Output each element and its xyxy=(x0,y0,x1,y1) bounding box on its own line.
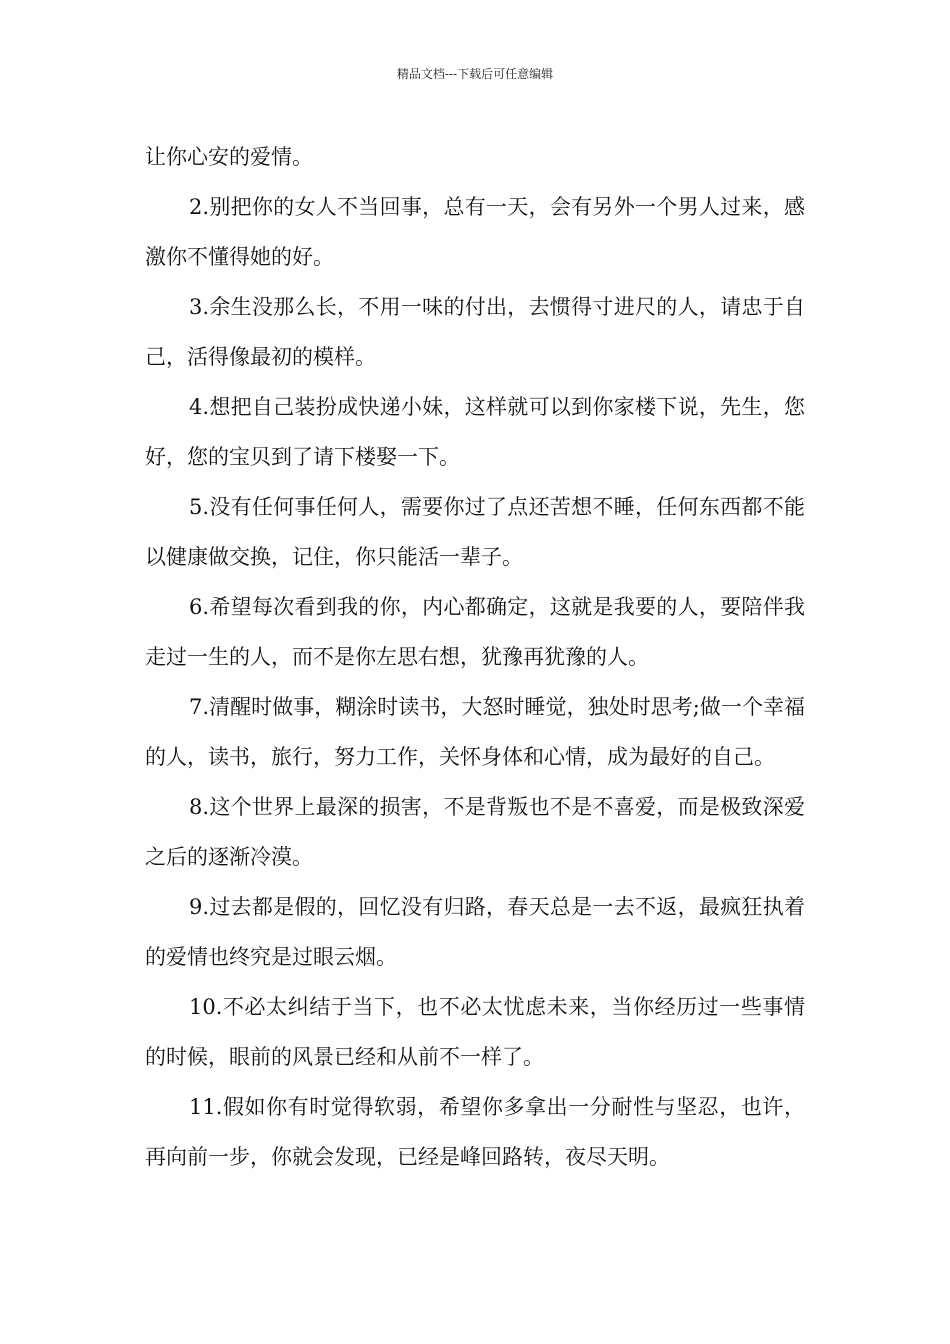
paragraph-item-3: 3.余生没那么长，不用一味的付出，去惯得寸进尺的人，请忠于自己，活得像最初的模样。 xyxy=(145,295,805,369)
paragraph-item-4: 4.想把自己装扮成快递小妹，这样就可以到你家楼下说，先生，您好，您的宝贝到了请下楼娶一下。 xyxy=(145,395,805,469)
paragraph-item-10: 10.不必太纠结于当下，也不必太忧虑未来，当你经历过一些事情的时候，眼前的风景已经和从前不一样了。 xyxy=(145,995,805,1069)
paragraph-item-5: 5.没有任何事任何人，需要你过了点还苦想不睡，任何东西都不能以健康做交换，记住，你只能活一辈子。 xyxy=(145,495,805,569)
paragraph-item-6: 6.希望每次看到我的你，内心都确定，这就是我要的人，要陪伴我走过一生的人，而不是你左思右想，犹豫再犹豫的人。 xyxy=(145,595,805,669)
paragraph-item-8: 8.这个世界上最深的损害，不是背叛也不是不喜爱，而是极致深爱之后的逐渐冷漠。 xyxy=(145,795,805,869)
paragraph-item-11: 11.假如你有时觉得软弱，希望你多拿出一分耐性与坚忍，也许，再向前一步，你就会发现，已经是峰回路转，夜尽天明。 xyxy=(145,1095,805,1169)
page-header: 精品文档---下载后可任意编辑 xyxy=(396,67,554,81)
paragraph-item-7: 7.清醒时做事，糊涂时读书，大怒时睡觉，独处时思考;做一个幸福的人，读书，旅行，努力工作，关怀身体和心情，成为最好的自己。 xyxy=(145,695,805,769)
paragraph-item-9: 9.过去都是假的，回忆没有归路，春天总是一去不返，最疯狂执着的爱情也终究是过眼云烟。 xyxy=(145,895,805,969)
paragraph-continuation: 让你心安的爱情。 xyxy=(145,145,313,169)
paragraph-item-2: 2.别把你的女人不当回事，总有一天，会有另外一个男人过来，感激你不懂得她的好。 xyxy=(145,195,805,269)
document-body xyxy=(145,132,805,1182)
